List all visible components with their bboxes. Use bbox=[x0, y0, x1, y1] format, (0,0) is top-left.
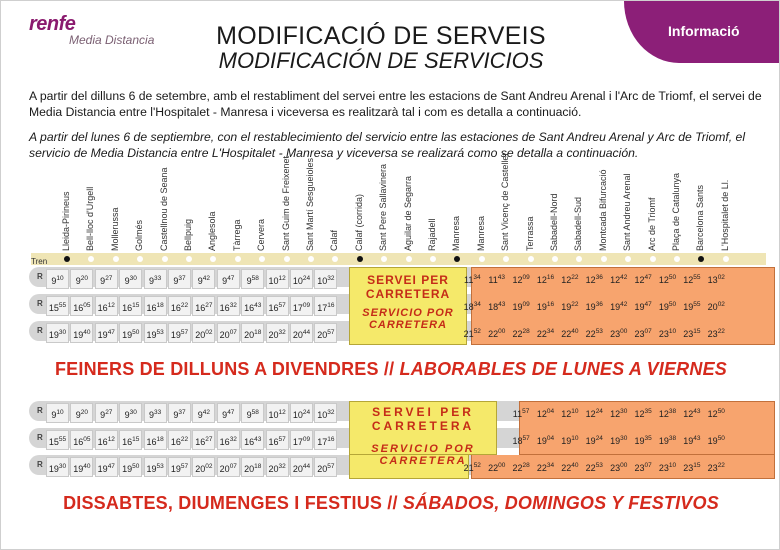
departure-time: $12^{36}$ bbox=[585, 274, 603, 285]
departure-time: $18^{34}$ bbox=[463, 301, 481, 312]
station-dot bbox=[625, 256, 631, 262]
departure-time: $11^{43}$ bbox=[488, 274, 505, 285]
departure-time: $23^{22}$ bbox=[707, 462, 725, 473]
departure-time: $19^{22}$ bbox=[561, 301, 579, 312]
departure-time: $23^{15}$ bbox=[683, 328, 701, 339]
station-label bbox=[427, 171, 439, 251]
row-type-label: R bbox=[37, 326, 43, 335]
departure-time: $16^{18}$ bbox=[144, 296, 167, 316]
departure-time: $9^{10}$ bbox=[46, 269, 69, 289]
station-label bbox=[549, 171, 561, 251]
station-name: Aguilar de Segarra bbox=[402, 175, 413, 251]
station-name: Castellnou de Seana bbox=[158, 167, 169, 251]
weekday-timetable bbox=[29, 263, 774, 345]
departure-time: $12^{16}$ bbox=[536, 274, 555, 285]
station-dot bbox=[186, 256, 192, 262]
station-dot bbox=[430, 256, 436, 262]
departure-time: $18^{43}$ bbox=[488, 301, 506, 312]
departure-time: $10^{32}$ bbox=[314, 403, 337, 423]
departure-time: $9^{33}$ bbox=[144, 269, 167, 289]
station-dot bbox=[479, 256, 485, 262]
station-name: Calaf (corrida) bbox=[353, 193, 364, 251]
station-name: Cervera bbox=[256, 218, 267, 251]
departure-time: $19^{09}$ bbox=[512, 301, 530, 312]
departure-time: $22^{34}$ bbox=[536, 328, 555, 339]
departure-time: $19^{43}$ bbox=[683, 435, 701, 446]
departure-time: $20^{57}$ bbox=[314, 323, 337, 343]
station-dot bbox=[698, 256, 704, 262]
departure-time: $9^{10}$ bbox=[46, 403, 69, 423]
departure-time: $22^{28}$ bbox=[512, 328, 530, 339]
departure-time: $16^{27}$ bbox=[192, 296, 215, 316]
departure-time: $16^{57}$ bbox=[266, 430, 289, 450]
station-name: Sant Andreu Arenal bbox=[622, 173, 633, 251]
station-label bbox=[573, 171, 585, 251]
departure-time: $11^{34}$ bbox=[464, 274, 481, 285]
departure-time: $19^{50}$ bbox=[658, 301, 677, 312]
station-dot bbox=[113, 256, 119, 262]
departure-time: $22^{40}$ bbox=[561, 328, 579, 339]
departure-time: $9^{30}$ bbox=[119, 403, 142, 423]
departure-time: $19^{53}$ bbox=[144, 323, 167, 343]
departure-time: $19^{24}$ bbox=[585, 435, 603, 446]
station-name: Sant Martí Sesgueioles bbox=[305, 157, 315, 251]
departure-time: $16^{15}$ bbox=[119, 296, 142, 316]
departure-time: $22^{40}$ bbox=[561, 462, 579, 473]
departure-time: $20^{32}$ bbox=[266, 323, 289, 343]
departure-time: $19^{35}$ bbox=[634, 435, 652, 446]
station-label bbox=[183, 171, 195, 251]
departure-time: $9^{37}$ bbox=[168, 403, 191, 423]
departure-time: $22^{28}$ bbox=[512, 462, 530, 473]
row-type-label: R bbox=[37, 272, 43, 281]
departure-time: $19^{50}$ bbox=[119, 323, 142, 343]
weekend-banner-spanish: SÁBADOS, DOMINGOS Y FESTIVOS bbox=[402, 493, 719, 513]
departure-time: $20^{44}$ bbox=[290, 323, 313, 343]
station-name: Bellpuig bbox=[183, 218, 193, 251]
station-label bbox=[451, 171, 463, 251]
notice-catalan: A partir del dilluns 6 de setembre, amb el restabliment del servei entre les estacions de Sant Andreu Arenal i l'Arc de Triomf, el servei de Media Distancia entre l'Hospitalet - Manresa i viceversa es realitzarà tal i com es detalla a continuació. bbox=[29, 89, 762, 119]
station-dot bbox=[674, 256, 680, 262]
departure-time: $9^{27}$ bbox=[95, 403, 118, 423]
departure-time: $12^{10}$ bbox=[561, 408, 579, 419]
departure-time: $9^{47}$ bbox=[217, 269, 240, 289]
departure-time: $9^{37}$ bbox=[168, 269, 191, 289]
departure-time: $9^{20}$ bbox=[70, 269, 93, 289]
departure-time: $16^{18}$ bbox=[144, 430, 167, 450]
departure-time: $16^{15}$ bbox=[119, 430, 142, 450]
departure-time: $19^{04}$ bbox=[536, 435, 555, 446]
departure-time: $20^{44}$ bbox=[290, 457, 313, 477]
departure-time: $19^{40}$ bbox=[70, 457, 93, 477]
row-type-label: R bbox=[37, 433, 43, 442]
station-label bbox=[232, 171, 244, 251]
station-dot bbox=[210, 256, 216, 262]
station-label bbox=[329, 171, 341, 251]
weekday-banner-spanish: LABORABLES DE LUNES A VIERNES bbox=[399, 359, 727, 379]
station-name: Plaça de Catalunya bbox=[671, 172, 681, 251]
station-name: L'Hospitalet de Ll. bbox=[719, 179, 730, 251]
station-dot bbox=[503, 256, 509, 262]
departure-time: $9^{58}$ bbox=[241, 269, 264, 289]
departure-time: $15^{55}$ bbox=[46, 296, 69, 316]
departure-time: $9^{30}$ bbox=[119, 269, 142, 289]
station-name: Rajadell bbox=[427, 218, 437, 251]
departure-time: $10^{32}$ bbox=[314, 269, 337, 289]
station-dot bbox=[650, 256, 656, 262]
information-tab-label: Informació bbox=[668, 23, 740, 39]
station-name: Terrassa bbox=[524, 216, 535, 251]
departure-time: $17^{16}$ bbox=[314, 430, 337, 450]
departure-time: $9^{20}$ bbox=[70, 403, 93, 423]
weekday-banner bbox=[1, 359, 780, 380]
station-header bbox=[1, 153, 780, 259]
departure-time: $22^{34}$ bbox=[536, 462, 555, 473]
title-spanish: MODIFICACIÓN DE SERVICIOS bbox=[218, 48, 544, 73]
departure-time: $23^{00}$ bbox=[610, 462, 628, 473]
departure-time: $16^{43}$ bbox=[241, 430, 264, 450]
station-label bbox=[720, 171, 732, 251]
departure-time: $16^{05}$ bbox=[70, 296, 93, 316]
station-dot bbox=[137, 256, 143, 262]
station-dot bbox=[357, 256, 363, 262]
departure-time: $22^{00}$ bbox=[488, 328, 506, 339]
departure-time: $19^{50}$ bbox=[707, 435, 725, 446]
weekend-banner-catalan: DISSABTES, DIUMENGES I FESTIUS // bbox=[63, 493, 403, 513]
departure-time: $13^{02}$ bbox=[707, 274, 725, 285]
notice-spanish: A partir del lunes 6 de septiembre, con el restablecimiento del servicio entre las estaciones de Sant Andreu Arenal y Arc de Triomf, el servicio de Media Distancia entre L'Hospitalet - Manresa y viceversa se realizará como se detalla a continuación. bbox=[29, 130, 746, 160]
station-dot bbox=[259, 256, 265, 262]
station-name: Manresa bbox=[475, 215, 486, 251]
departure-time: $19^{57}$ bbox=[168, 323, 191, 343]
departure-time: $16^{27}$ bbox=[192, 430, 215, 450]
station-label bbox=[476, 171, 488, 251]
station-name: Barcelona Sants bbox=[695, 184, 706, 251]
departure-time: $9^{27}$ bbox=[95, 269, 118, 289]
departure-time: $16^{22}$ bbox=[168, 430, 191, 450]
departure-time: $21^{52}$ bbox=[463, 328, 481, 339]
station-dot bbox=[332, 256, 338, 262]
brand-name: renfe bbox=[29, 13, 76, 35]
station-dot bbox=[576, 256, 582, 262]
departure-time: $20^{18}$ bbox=[241, 323, 264, 343]
road-service-spanish: SERVICIO POR CARRETERA bbox=[371, 443, 475, 467]
departure-time: $16^{22}$ bbox=[168, 296, 191, 316]
departure-time: $20^{57}$ bbox=[314, 457, 337, 477]
station-name: Sabadell-Nord bbox=[549, 193, 559, 251]
weekday-banner-catalan: FEINERS DE DILLUNS A DIVENDRES // bbox=[54, 359, 400, 379]
station-dot bbox=[88, 256, 94, 262]
station-name: Sabadell-Sud bbox=[573, 196, 584, 251]
station-label bbox=[354, 171, 366, 251]
departure-time: $9^{47}$ bbox=[217, 403, 240, 423]
station-name: Manresa bbox=[451, 215, 462, 251]
departure-time: $23^{15}$ bbox=[683, 462, 701, 473]
departure-time: $12^{30}$ bbox=[610, 408, 628, 419]
departure-time: $18^{57}$ bbox=[512, 435, 530, 446]
title-catalan: MODIFICACIÓ DE SERVEIS bbox=[216, 22, 546, 50]
row-type-label: R bbox=[37, 299, 43, 308]
station-name: Anglesola bbox=[207, 211, 218, 251]
departure-time: $19^{42}$ bbox=[610, 301, 628, 312]
page-title bbox=[201, 23, 561, 73]
departure-time: $23^{00}$ bbox=[610, 328, 628, 339]
station-dot bbox=[381, 256, 387, 262]
departure-time: $23^{10}$ bbox=[658, 462, 677, 473]
departure-time: $19^{47}$ bbox=[634, 301, 652, 312]
road-service-catalan: SERVEI PER CARRETERA bbox=[365, 273, 451, 301]
departure-time: $19^{47}$ bbox=[95, 457, 118, 477]
departure-time: $12^{47}$ bbox=[634, 274, 652, 285]
departure-time: $16^{12}$ bbox=[95, 430, 118, 450]
departure-time: $16^{43}$ bbox=[241, 296, 264, 316]
station-label bbox=[671, 171, 683, 251]
station-name: Golmés bbox=[134, 219, 145, 251]
departure-time: $23^{10}$ bbox=[658, 328, 677, 339]
station-dot bbox=[64, 256, 70, 262]
departure-time: $11^{57}$ bbox=[512, 408, 530, 419]
departure-time: $19^{53}$ bbox=[144, 457, 167, 477]
departure-time: $17^{09}$ bbox=[290, 430, 313, 450]
brand-subtitle: Media Distancia bbox=[69, 33, 155, 47]
departure-time: $12^{42}$ bbox=[610, 274, 628, 285]
station-label bbox=[110, 171, 122, 251]
departure-time: $19^{30}$ bbox=[610, 435, 628, 446]
station-dot bbox=[528, 256, 534, 262]
station-label bbox=[158, 167, 171, 251]
departure-time: $19^{16}$ bbox=[536, 301, 555, 312]
station-name: Arc de Triomf bbox=[646, 197, 657, 251]
station-label bbox=[647, 171, 659, 251]
station-name: Bell-lloc d'Urgell bbox=[85, 186, 96, 251]
station-label bbox=[305, 157, 317, 251]
departure-time: $22^{53}$ bbox=[585, 328, 603, 339]
departure-time: $12^{50}$ bbox=[658, 274, 677, 285]
departure-time: $17^{16}$ bbox=[314, 296, 337, 316]
departure-time: $19^{47}$ bbox=[95, 323, 118, 343]
departure-time: $16^{57}$ bbox=[266, 296, 289, 316]
station-name: Sant Pere Sallavinera bbox=[378, 163, 389, 251]
departure-time: $19^{55}$ bbox=[683, 301, 701, 312]
departure-time: $16^{05}$ bbox=[70, 430, 93, 450]
departure-time: $20^{02}$ bbox=[707, 301, 725, 312]
departure-time: $19^{40}$ bbox=[70, 323, 93, 343]
station-label bbox=[61, 171, 73, 251]
departure-time: $16^{32}$ bbox=[217, 296, 240, 316]
departure-time: $12^{24}$ bbox=[585, 408, 603, 419]
departure-time: $20^{07}$ bbox=[217, 457, 240, 477]
departure-time: $19^{57}$ bbox=[168, 457, 191, 477]
station-name: Sant Vicenç de Castellet bbox=[500, 153, 511, 251]
departure-time: $23^{22}$ bbox=[707, 328, 725, 339]
station-dot bbox=[284, 256, 290, 262]
departure-time: $17^{09}$ bbox=[290, 296, 313, 316]
station-name: Tàrrega bbox=[231, 219, 242, 251]
station-name: Calaf bbox=[329, 229, 340, 251]
departure-time: $16^{12}$ bbox=[95, 296, 118, 316]
departure-time: $15^{55}$ bbox=[46, 430, 69, 450]
station-dot bbox=[308, 256, 314, 262]
station-dot bbox=[601, 256, 607, 262]
weekend-timetable bbox=[29, 397, 774, 479]
departure-time: $12^{38}$ bbox=[658, 408, 677, 419]
station-label bbox=[378, 163, 390, 251]
station-label bbox=[256, 171, 268, 251]
station-label bbox=[403, 171, 415, 251]
departure-time: $10^{24}$ bbox=[290, 403, 313, 423]
departure-time: $10^{24}$ bbox=[290, 269, 313, 289]
station-label bbox=[85, 171, 97, 251]
information-tab bbox=[624, 1, 780, 63]
departure-time: $9^{58}$ bbox=[241, 403, 264, 423]
station-label bbox=[695, 171, 707, 251]
station-name: Lleida-Pirineus bbox=[61, 191, 71, 251]
station-name: Sant Guim de Freixenet bbox=[280, 155, 291, 251]
station-dot bbox=[406, 256, 412, 262]
departure-time: $16^{32}$ bbox=[217, 430, 240, 450]
departure-time: $20^{02}$ bbox=[192, 457, 215, 477]
station-dot bbox=[162, 256, 168, 262]
row-type-label: R bbox=[37, 406, 43, 415]
departure-time: $20^{07}$ bbox=[217, 323, 240, 343]
station-label bbox=[525, 171, 537, 251]
departure-time: $9^{42}$ bbox=[192, 403, 215, 423]
row-type-label: R bbox=[37, 460, 43, 469]
departure-time: $12^{04}$ bbox=[536, 408, 555, 419]
departure-time: $12^{50}$ bbox=[707, 408, 725, 419]
departure-time: $23^{07}$ bbox=[634, 328, 652, 339]
station-label bbox=[207, 171, 219, 251]
renfe-logo bbox=[29, 13, 154, 47]
station-name: Mollerussa bbox=[109, 207, 120, 251]
weekend-banner bbox=[1, 493, 780, 514]
tren-label: Tren bbox=[31, 257, 48, 266]
station-dot bbox=[235, 256, 241, 262]
departure-time: $22^{53}$ bbox=[585, 462, 603, 473]
road-service-catalan: SERVEI PER CARRETERA bbox=[371, 405, 475, 433]
station-label bbox=[280, 155, 293, 251]
departure-time: $9^{42}$ bbox=[192, 269, 215, 289]
station-label bbox=[500, 153, 512, 251]
departure-time: $20^{32}$ bbox=[266, 457, 289, 477]
departure-time: $19^{10}$ bbox=[561, 435, 579, 446]
station-name: Montcada Bifurcació bbox=[597, 169, 608, 251]
departure-time: $22^{00}$ bbox=[488, 462, 506, 473]
station-label bbox=[134, 171, 146, 251]
departure-time: $19^{50}$ bbox=[119, 457, 142, 477]
departure-time: $10^{12}$ bbox=[266, 403, 289, 423]
departure-time: $19^{30}$ bbox=[46, 457, 69, 477]
road-service-spanish: SERVICIO POR CARRETERA bbox=[362, 307, 454, 331]
station-label bbox=[598, 171, 610, 251]
station-dot bbox=[552, 256, 558, 262]
departure-time: $9^{33}$ bbox=[144, 403, 167, 423]
departure-time: $12^{09}$ bbox=[512, 274, 530, 285]
departure-time: $19^{38}$ bbox=[658, 435, 677, 446]
station-dot bbox=[454, 256, 460, 262]
station-label bbox=[622, 171, 634, 251]
departure-time: $20^{18}$ bbox=[241, 457, 264, 477]
departure-time: $10^{12}$ bbox=[266, 269, 289, 289]
departure-time: $23^{07}$ bbox=[634, 462, 652, 473]
departure-time: $12^{55}$ bbox=[683, 274, 701, 285]
departure-time: $12^{22}$ bbox=[561, 274, 579, 285]
departure-time: $21^{52}$ bbox=[463, 462, 481, 473]
departure-time: $20^{02}$ bbox=[192, 323, 215, 343]
departure-time: $19^{30}$ bbox=[46, 323, 69, 343]
station-dot bbox=[723, 256, 729, 262]
departure-time: $19^{36}$ bbox=[585, 301, 603, 312]
departure-time: $12^{35}$ bbox=[634, 408, 652, 419]
departure-time: $12^{43}$ bbox=[683, 408, 701, 419]
